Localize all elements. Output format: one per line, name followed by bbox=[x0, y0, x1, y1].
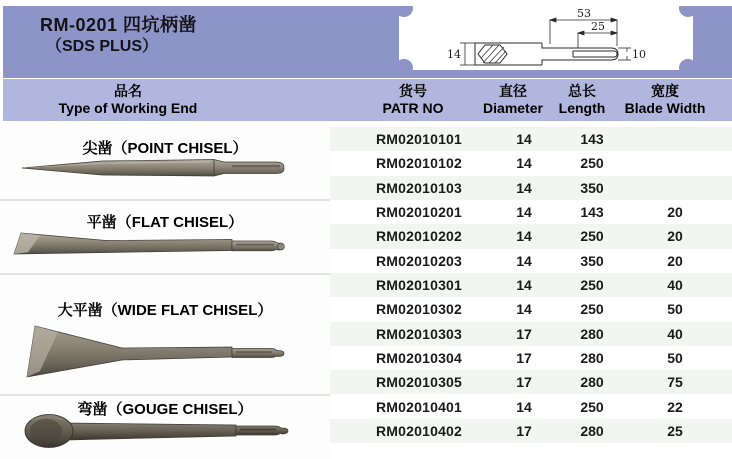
length-value: 350 bbox=[580, 252, 604, 269]
diameter-value: 14 bbox=[516, 179, 532, 196]
column-header-part-zh: 货号 bbox=[399, 83, 427, 99]
part-no: RM02010203 bbox=[375, 252, 463, 269]
length-value: 350 bbox=[580, 179, 604, 196]
column-header-blade-width-en: Blade Width bbox=[624, 100, 706, 116]
diameter-value: 17 bbox=[516, 349, 532, 366]
part-no: RM02010401 bbox=[375, 398, 463, 415]
blade-width-value: 20 bbox=[667, 204, 683, 221]
tech-drawing-plaque bbox=[399, 6, 693, 70]
diameter-value: 14 bbox=[516, 398, 532, 415]
column-header-type bbox=[0, 83, 256, 117]
diameter-value: 14 bbox=[516, 155, 532, 172]
part-no: RM02010302 bbox=[375, 301, 463, 318]
blade-width-value: 50 bbox=[667, 349, 683, 366]
length-value: 250 bbox=[580, 398, 604, 415]
part-no: RM02010101 bbox=[375, 131, 463, 148]
column-header-blade-width-zh: 宽度 bbox=[651, 83, 679, 99]
table-row bbox=[330, 419, 732, 443]
diameter-value: 17 bbox=[516, 325, 532, 342]
section-divider bbox=[0, 199, 330, 201]
table-header-band bbox=[3, 79, 732, 121]
blade-width-value: 20 bbox=[667, 252, 683, 269]
blade-width-value: 75 bbox=[667, 374, 683, 391]
length-value: 280 bbox=[580, 349, 604, 366]
table-row bbox=[330, 322, 732, 346]
table-row bbox=[330, 297, 732, 321]
page-title bbox=[40, 15, 197, 56]
page-title-line1: RM-0201 四坑柄凿 bbox=[40, 15, 198, 35]
column-header-part-en: PATR NO bbox=[382, 100, 444, 116]
blade-width-value: 25 bbox=[667, 422, 683, 439]
diameter-value: 17 bbox=[516, 374, 532, 391]
dim-label-25: 25 bbox=[591, 20, 605, 33]
product-label-flat-chisel: 平凿（FLAT CHISEL） bbox=[86, 214, 244, 231]
diameter-value: 14 bbox=[516, 204, 532, 221]
spec-table bbox=[330, 127, 732, 443]
length-value: 250 bbox=[580, 301, 604, 318]
blade-width-value: 50 bbox=[667, 301, 683, 318]
blade-width-value: 40 bbox=[667, 325, 683, 342]
length-value: 280 bbox=[580, 422, 604, 439]
gouge-chisel-image bbox=[22, 410, 300, 457]
part-no: RM02010402 bbox=[375, 422, 463, 439]
length-value: 280 bbox=[580, 325, 604, 342]
page-title-line2: （SDS PLUS） bbox=[46, 37, 159, 55]
diameter-value: 14 bbox=[516, 277, 532, 294]
column-header-blade-width bbox=[608, 83, 722, 117]
diameter-value: 14 bbox=[516, 228, 532, 245]
table-row bbox=[330, 394, 732, 418]
part-no: RM02010102 bbox=[375, 155, 463, 172]
column-header-length-en: Length bbox=[558, 100, 606, 116]
table-row bbox=[330, 200, 732, 224]
length-value: 143 bbox=[580, 204, 604, 221]
length-value: 280 bbox=[580, 374, 604, 391]
table-row bbox=[330, 346, 732, 370]
table-row bbox=[330, 249, 732, 273]
wide-flat-chisel-image bbox=[24, 324, 288, 393]
flat-chisel-image bbox=[12, 227, 298, 272]
product-label-gouge-chisel: 弯凿（GOUGE CHISEL） bbox=[77, 401, 253, 418]
part-no: RM02010303 bbox=[375, 325, 463, 342]
product-panel bbox=[0, 127, 330, 459]
blade-width-value: 40 bbox=[667, 277, 683, 294]
table-row bbox=[330, 151, 732, 175]
section-divider bbox=[0, 394, 330, 396]
part-no: RM02010201 bbox=[375, 204, 463, 221]
table-row bbox=[330, 273, 732, 297]
point-chisel-image bbox=[20, 154, 294, 187]
column-header-diameter-zh: 直径 bbox=[499, 83, 527, 99]
diameter-value: 14 bbox=[516, 131, 532, 148]
dim-label-53: 53 bbox=[577, 7, 591, 20]
part-no: RM02010103 bbox=[375, 179, 463, 196]
product-label-point-chisel: 尖凿（POINT CHISEL） bbox=[82, 140, 248, 157]
table-row bbox=[330, 127, 732, 151]
length-value: 250 bbox=[580, 155, 604, 172]
part-no: RM02010202 bbox=[375, 228, 463, 245]
column-header-type-en: Type of Working End bbox=[58, 100, 198, 116]
product-label-wide-flat-chisel: 大平凿（WIDE FLAT CHISEL） bbox=[57, 302, 273, 319]
part-no: RM02010304 bbox=[375, 349, 463, 366]
diameter-value: 14 bbox=[516, 252, 532, 269]
part-no: RM02010305 bbox=[375, 374, 463, 391]
table-row bbox=[330, 370, 732, 394]
blade-width-value: 22 bbox=[667, 398, 683, 415]
diameter-value: 17 bbox=[516, 422, 532, 439]
blade-width-value: 20 bbox=[667, 228, 683, 245]
dim-label-10: 10 bbox=[632, 48, 646, 61]
table-row bbox=[330, 176, 732, 200]
diameter-value: 14 bbox=[516, 301, 532, 318]
column-header-length-zh: 总长 bbox=[568, 83, 596, 99]
table-row bbox=[330, 224, 732, 248]
sds-shank-diagram bbox=[399, 6, 693, 70]
length-value: 250 bbox=[580, 228, 604, 245]
length-value: 143 bbox=[580, 131, 604, 148]
length-value: 250 bbox=[580, 277, 604, 294]
column-header-part-no bbox=[330, 83, 496, 117]
dim-label-14: 14 bbox=[447, 48, 461, 61]
part-no: RM02010301 bbox=[375, 277, 463, 294]
column-header-type-zh: 品名 bbox=[114, 83, 142, 99]
section-divider bbox=[0, 273, 330, 275]
column-header-diameter-en: Diameter bbox=[483, 100, 543, 116]
